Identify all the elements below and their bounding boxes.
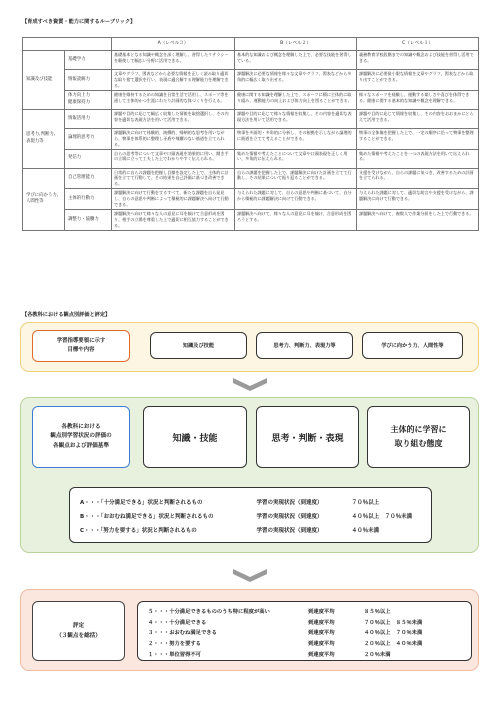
- final-grade-label-box: 評定 （３観点を総括）: [32, 601, 125, 661]
- chevron-down-icon: [233, 569, 267, 582]
- grade-value: ４０％以上 ７０％未満: [364, 630, 423, 637]
- level-c-cell: 与えられた課題に対して、適切な助言や支援を受けながら、課題解決に向けて行動できる。: [357, 189, 479, 210]
- level-b-cell: 自らの課題を把握した上で、課題解決に向けた計画を立てて行動し、その結果について振り返ることができる。: [235, 168, 357, 189]
- pillar-thinking-box: 思考力、判断力、表現力等: [256, 332, 353, 359]
- grade-label: ５・・・十分満足できるもののうち特に程度が高い: [148, 609, 270, 616]
- criteria-row: [80, 509, 421, 523]
- grade-mid: 到達度平均: [308, 609, 335, 616]
- category-thinking: 思考力,判断力, 表現力等: [23, 109, 65, 168]
- criteria-mid: 学習の実現状況（到達度）: [256, 500, 323, 506]
- level-c-cell: 課題や目的に応じて情報を収集し、その内容をおおまかにとらえて活用できる。: [357, 109, 479, 128]
- grade-value: ８５％以上: [364, 609, 391, 616]
- level-b-cell: 課題解決へ向けて、様々な人の意見に耳を傾け、合意形成を図ろうとする。: [235, 210, 357, 231]
- level-a-cell: 課題解決に向けて行動をするすべて、新たな課題を自ら発見し、自らの意思や判断によって積極的に課題解決へ向けて行動できる。: [112, 189, 235, 210]
- item-name: 情報活用力: [65, 109, 112, 128]
- level-b-cell: 基本的な知識および概念を理解した上で、必要な技能を習得している。: [235, 51, 357, 70]
- viewpoint-thinking-box: 思考・判断・表現: [256, 406, 359, 468]
- grade-mid: 到達度平均: [308, 630, 335, 637]
- criteria-value: ４０％未満: [351, 528, 380, 534]
- pillar-knowledge-box: 知識及び技能: [150, 332, 247, 359]
- level-b-cell: 課題や目的に応じて様々な情報を収集し、その内容を適切な表現方法を用いて活用できる。: [235, 109, 357, 128]
- criteria-row: [80, 523, 421, 537]
- item-name: 主体的行動力: [65, 189, 112, 210]
- item-name: 基礎学力: [65, 51, 112, 70]
- level-a-cell: 自らの思考等について文章や口頭表現を効果的に用い、聞き手の立場に立って工夫した上でわかりやすく伝えられる。: [112, 149, 235, 168]
- criteria-value: ４０％以上 ７０％未満: [351, 514, 413, 520]
- grade-label: １・・・単位習得不可: [148, 651, 201, 658]
- level-c-cell: 様々なスポーツを経験し、運動する楽しさや喜びを体得できる。健康に関する基本的な知識や概念を理解できる。: [357, 90, 479, 109]
- grade-value: ７０％以上 ８５％未満: [364, 619, 423, 626]
- evaluation-criteria-box: 各教科における 観点別学習状況の評価の 各観点および評価基準: [32, 406, 130, 468]
- criteria-label: A・・・「十分満足できる」状況と判断されるもの: [80, 500, 203, 506]
- item-name: 自己管理能力: [65, 168, 112, 189]
- level-c-cell: 義務教育学校段階までの知識や概念および技能を習得し活用できる。: [357, 51, 479, 70]
- grade-row: [148, 617, 461, 628]
- evaluation-section-title: 【各教科における観点別評価と評定】: [22, 312, 111, 318]
- item-name: 発信力: [65, 149, 112, 168]
- level-c-cell: 課題解決へ向けて、複数人で作業分担をした上で行動できる。: [357, 210, 479, 231]
- criteria-label: C・・・「努力を要する」状況と判断されるもの: [80, 528, 197, 534]
- rubric-table: [22, 37, 479, 231]
- header-level-a: A（レベル３）: [112, 38, 235, 51]
- category-knowledge: 知識及び技能: [23, 51, 65, 110]
- level-b-cell: 集めた情報や考えたことについて文章や口頭表現を正しく用い、多角的に伝えられる。: [235, 149, 357, 168]
- criteria-value: ７０％以上: [351, 500, 380, 506]
- item-name: 論理的思考力: [65, 128, 112, 149]
- pillar-attitude-box: 学びに向かう力、人間性等: [362, 332, 463, 359]
- level-b-cell: 与えられた課題に対して、自らの意思や判断に基づいて、自分から積極的に課題解決に向けて行動できる。: [235, 189, 357, 210]
- level-a-cell: 文章やグラフ、図表などから必要な情報を正しく読み取り適切な取り捨て選択を行い、表現に適合解する理解能力を理解できる。: [112, 70, 235, 91]
- grade-label: ２・・・努力を要する: [148, 641, 201, 648]
- level-a-cell: 課題解決へ向けて様々な人の意見に耳を傾けて合意形成を図り、相手の立場を尊重した上で適切に相互協力することができる。: [112, 210, 235, 231]
- grade-row: [148, 627, 461, 638]
- criteria-row: [80, 495, 421, 509]
- chevron-down-icon: [233, 378, 267, 391]
- header-level-c: C（レベル１）: [357, 38, 479, 51]
- level-a-cell: 健康を維持するための知識を日常生活で活用し、スポーツ等を通して主体的かつ生涯にわたり計画的な体づくりを行える。: [112, 90, 235, 109]
- level-b-cell: 課題解決に必要な情報を様々な文章やグラフ、図表などから多角的に幅広く取り出せる。: [235, 70, 357, 91]
- level-b-cell: 物事を多面的・多角的に分析し、その根拠を示しながら論理的に筋道を立てて考えることができる。: [235, 128, 357, 149]
- criteria-mid: 学習の実現状況（到達度）: [256, 528, 323, 534]
- rubric-header-row: [23, 38, 479, 51]
- grade-label: ３・・・おおむね満足できる: [148, 630, 217, 637]
- viewpoint-knowledge-box: 知識・技能: [143, 406, 247, 468]
- category-attitude: 学びに向かう力、 人間性等: [23, 168, 65, 230]
- grade-mid: 到達度平均: [308, 651, 335, 658]
- grade-value: ２０％未満: [364, 651, 391, 658]
- curriculum-goal-box: 学習指導要領に示す 目標や内容: [32, 330, 130, 362]
- item-name: 体力向上力 健康保持力: [65, 90, 112, 109]
- table-row: [23, 149, 479, 168]
- level-c-cell: 集めた情報や考えたことを一つの表現方法を用いて伝えられる。: [357, 149, 479, 168]
- level-c-cell: 物事の全体像を把握した上で、一定の順序に沿って物事を整理することができる。: [357, 128, 479, 149]
- rubric-section-title: 【育成すべき資質・能力に関するルーブリック】: [22, 19, 136, 25]
- abc-criteria-box: [69, 487, 432, 543]
- criteria-mid: 学習の実現状況（到達度）: [256, 514, 323, 520]
- item-name: 調整力・協働力: [65, 210, 112, 231]
- header-cell: [23, 38, 112, 51]
- table-row: [23, 109, 479, 128]
- item-name: 情報読解力: [65, 70, 112, 91]
- header-level-b: B（レベル２）: [235, 38, 357, 51]
- criteria-label: B・・・「おおむね満足できる」状況と判断されるもの: [80, 514, 214, 520]
- table-row: [23, 168, 479, 189]
- table-row: [23, 51, 479, 70]
- grade-row: [148, 606, 461, 617]
- table-row: [23, 128, 479, 149]
- level-a-cell: 課題や目的に応じて幅広く収集した情報を取捨選択し、その内容を適切な表現方法を用いて活用できる。: [112, 109, 235, 128]
- level-a-cell: 基礎基本となる知識や概念を深く理解し、習得したリテラシーを駆使して幅広い分野に活用できる。: [112, 51, 235, 70]
- table-row: [23, 90, 479, 109]
- grade-mid: 到達度平均: [308, 641, 335, 648]
- level-a-cell: 日常的に自らの課題を把握し目標を設定した上で、主体的に計画を立てて行動して、その結果を自己評価に基づき改善できる。: [112, 168, 235, 189]
- grade-value: ２０％以上 ４０％未満: [364, 641, 423, 648]
- grade-label: ４・・・十分満足できる: [148, 619, 207, 626]
- level-a-cell: 課題解決に向けて体験的、演繹的、帰納的な思考を用いながら、物事を体系的に整理し矛盾や飛躍のない筋道を立てられる。: [112, 128, 235, 149]
- grade-scale-box: [137, 601, 472, 661]
- grade-mid: 到達度平均: [308, 619, 335, 626]
- table-row: [23, 189, 479, 210]
- level-c-cell: 課題解決に必要最小限な情報を文章やグラフ、図表などから取り出すことができる。: [357, 70, 479, 91]
- viewpoint-attitude-box: 主体的に学習に 取り組む態度: [367, 406, 470, 468]
- level-c-cell: 支援を受けながら、自らの課題に気づき、改善するための計画を立てられる。: [357, 168, 479, 189]
- table-row: [23, 70, 479, 91]
- grade-row: [148, 648, 461, 659]
- grade-row: [148, 638, 461, 649]
- table-row: [23, 210, 479, 231]
- level-b-cell: 健康に関する知識を理解した上で、スポーツに積に主体的に取り組み、運動能力の向上および体力向上を図ることができる。: [235, 90, 357, 109]
